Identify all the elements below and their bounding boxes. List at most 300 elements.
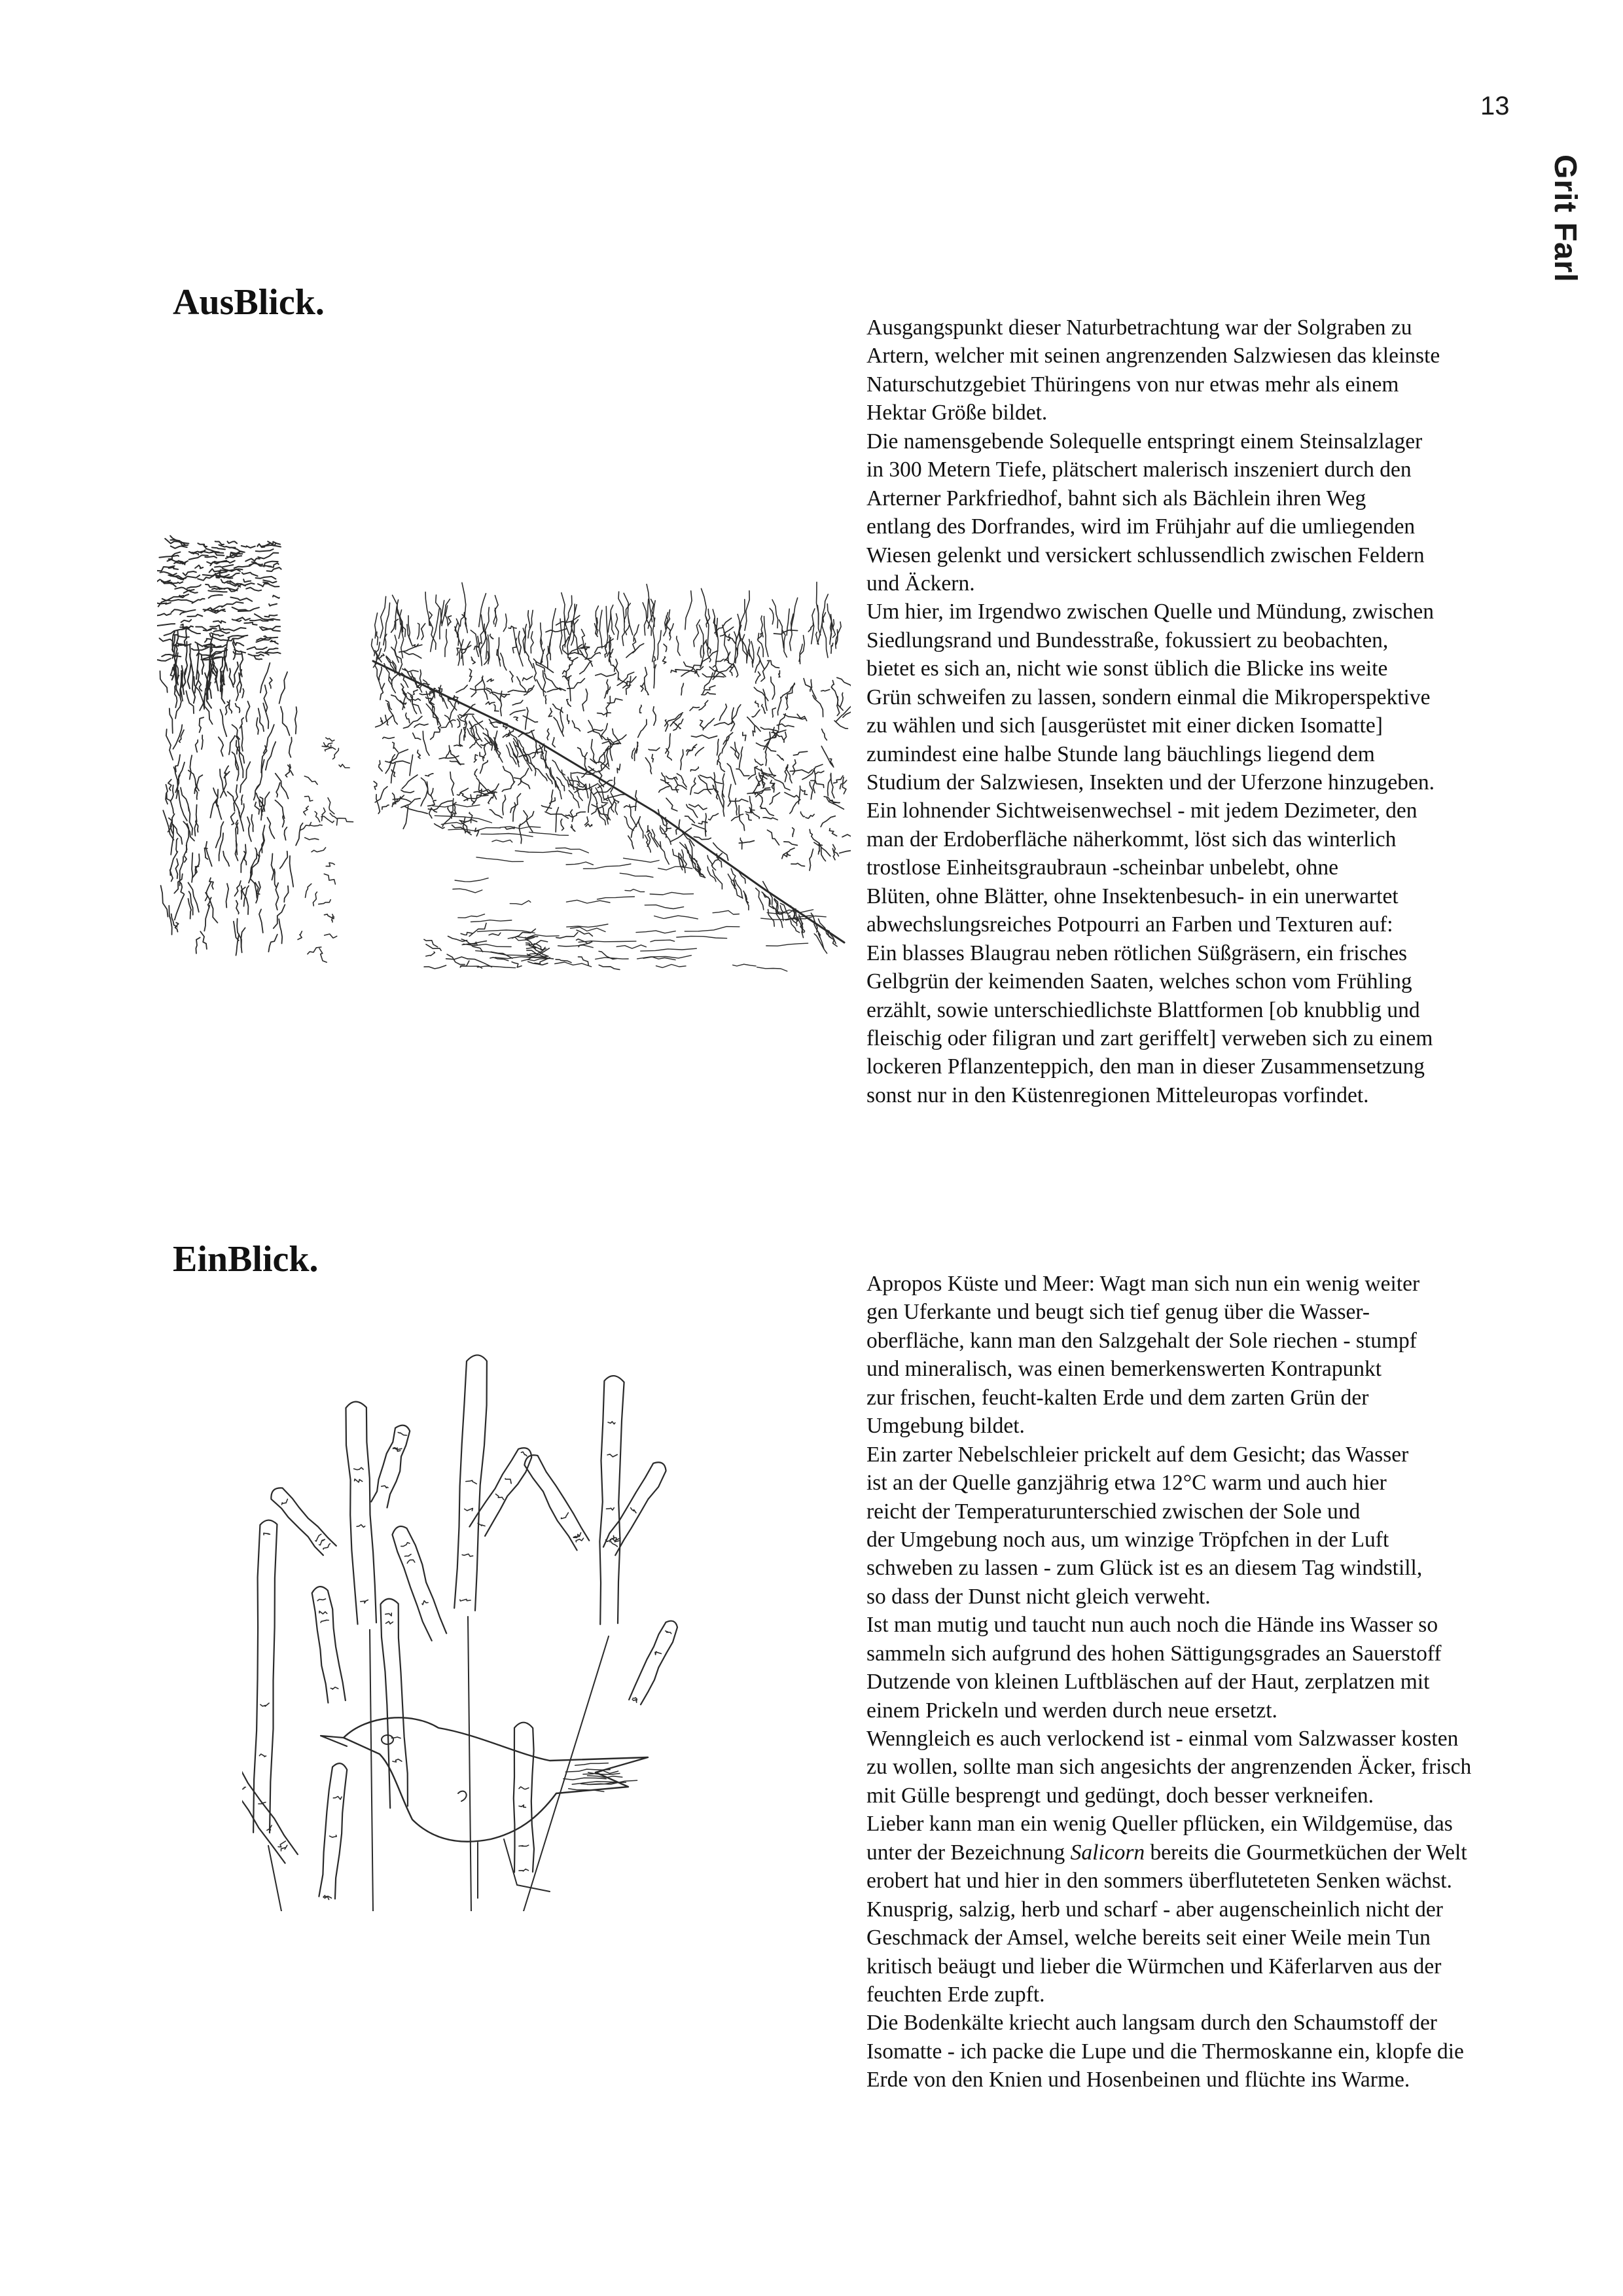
vegetation-stroke xyxy=(401,684,406,694)
grass-stroke xyxy=(241,726,243,751)
path-edge-stroke xyxy=(305,797,313,802)
tree-stroke xyxy=(245,558,260,561)
vegetation-stroke xyxy=(402,775,418,789)
vegetation-stroke xyxy=(546,646,548,668)
reed-stroke xyxy=(445,630,447,657)
path-edge-stroke xyxy=(306,884,312,897)
text-line: Artern, welcher mit seinen angrenzenden Salzwiesen das kleinste xyxy=(866,344,1440,368)
grass-stroke xyxy=(175,895,185,920)
foreground-stroke xyxy=(461,933,472,935)
vegetation-stroke xyxy=(383,737,395,738)
vegetation-stroke xyxy=(556,808,558,833)
vegetation-stroke xyxy=(804,679,816,699)
vegetation-stroke xyxy=(652,755,653,762)
segment-mark xyxy=(407,1560,415,1563)
vegetation-stroke xyxy=(772,708,776,717)
vegetation-stroke xyxy=(730,668,733,676)
tree-stroke xyxy=(269,604,277,606)
vegetation-stroke xyxy=(681,683,683,695)
foreground-stroke xyxy=(424,939,438,947)
plant-segment xyxy=(371,1426,410,1508)
vegetation-stroke xyxy=(691,735,717,738)
tree-stroke xyxy=(256,549,274,552)
tree-stroke xyxy=(273,596,279,598)
vegetation-stroke xyxy=(720,704,727,721)
vegetation-stroke xyxy=(545,696,546,704)
water-ripple xyxy=(616,945,646,948)
path-edge-stroke xyxy=(310,825,322,826)
vegetation-stroke xyxy=(563,675,571,678)
segment-mark xyxy=(333,1797,342,1800)
path-edge-stroke xyxy=(328,798,334,814)
ditch-hatch xyxy=(818,933,827,953)
text-line: trostlose Einheitsgraubraun -scheinbar unbelebt, ohne xyxy=(866,855,1338,880)
reed-stroke xyxy=(384,634,387,651)
text-line: zu wollen, sollte man sich angesichts der angrenzenden Äcker, frisch xyxy=(866,1755,1472,1780)
bird-and-plant-sketch-icon xyxy=(242,1335,753,1911)
segment-mark xyxy=(260,1703,269,1706)
water-ripple xyxy=(685,927,740,931)
text-line: Knusprig, salzig, herb und scharf - aber augenscheinlich nicht der xyxy=(866,1897,1443,1922)
text-fragment: unter der Bezeichnung xyxy=(866,1840,1071,1865)
tree-stroke xyxy=(256,577,276,579)
path-edge-stroke xyxy=(305,838,319,840)
foreground-stroke xyxy=(489,933,501,935)
vegetation-stroke xyxy=(822,729,827,740)
water-ripple xyxy=(571,927,606,932)
reed-stroke xyxy=(716,619,719,662)
vegetation-stroke xyxy=(779,714,786,730)
reed-stroke xyxy=(531,632,533,653)
foreground-stroke xyxy=(469,924,486,937)
path-edge-stroke xyxy=(304,776,317,785)
vegetation-stroke xyxy=(756,672,760,683)
text-line: lockeren Pflanzenteppich, den man in dieser Zusammensetzung xyxy=(866,1054,1425,1079)
segment-mark xyxy=(330,1835,337,1837)
segment-mark xyxy=(319,1539,325,1545)
text-line: einem Prickeln und werden durch neue ersetzt. xyxy=(866,1698,1277,1723)
text-line: zumindest eine halbe Stunde lang bäuchlings liegend dem xyxy=(866,742,1375,766)
grass-stroke xyxy=(166,729,173,760)
segment-mark xyxy=(655,1651,661,1655)
text-line: abwechslungsreiches Potpourri an Farben und Texturen auf: xyxy=(866,912,1393,937)
text-line: feuchten Erde zupft. xyxy=(866,1982,1045,2007)
tree-stroke xyxy=(264,636,271,638)
grass-stroke xyxy=(235,881,241,896)
reed-stroke xyxy=(503,614,507,632)
vegetation-stroke xyxy=(681,749,683,770)
vegetation-stroke xyxy=(727,764,736,785)
ditch-hatch xyxy=(713,870,722,889)
vegetation-stroke xyxy=(517,677,526,691)
path-edge-stroke xyxy=(298,931,302,940)
text-line: Arterner Parkfriedhof, bahnt sich als Bächlein ihren Weg xyxy=(866,486,1366,511)
plant-stem xyxy=(268,1617,609,1911)
reed-stroke xyxy=(669,624,673,640)
vegetation-stroke xyxy=(718,761,724,772)
vegetation-stroke xyxy=(636,742,637,753)
tree-stroke xyxy=(228,636,247,637)
segment-mark xyxy=(355,1479,363,1482)
vegetation-stroke xyxy=(423,731,429,755)
text-line: Gelbgrün der keimenden Saaten, welches schon vom Frühling xyxy=(866,969,1412,994)
vegetation-stroke xyxy=(671,670,679,673)
text-line: Die namensgebende Solequelle entspringt einem Steinsalzlager xyxy=(866,429,1423,454)
trunk-stroke xyxy=(234,662,238,685)
reed-stroke xyxy=(486,607,490,639)
tree-stroke xyxy=(187,585,201,588)
ditch-hatch xyxy=(552,761,565,776)
water-ripple xyxy=(641,948,697,951)
vegetation-stroke xyxy=(696,747,704,756)
segment-mark xyxy=(521,1452,527,1456)
vegetation-stroke xyxy=(699,700,708,710)
vegetation-stroke xyxy=(410,755,413,776)
tree-stroke xyxy=(175,588,194,591)
text-line: Ausgangspunkt dieser Naturbetrachtung war der Solgraben zu xyxy=(866,315,1412,340)
text-line: oberfläche, kann man den Salzgehalt der Sole riechen - stumpf xyxy=(866,1328,1417,1353)
bird-beak xyxy=(321,1736,347,1746)
text-line: Grün schweifen zu lassen, sondern einmal die Mikroperspektive xyxy=(866,685,1431,709)
grass-stroke xyxy=(181,787,189,810)
vegetation-stroke xyxy=(502,781,514,791)
path-edge-stroke xyxy=(315,812,320,822)
grass-stroke xyxy=(236,901,239,914)
segment-mark xyxy=(465,1509,473,1511)
segment-mark xyxy=(519,1787,529,1789)
vegetation-stroke xyxy=(393,742,398,752)
vegetation-stroke xyxy=(641,683,645,691)
tree-stroke xyxy=(209,595,223,598)
segment-mark xyxy=(496,1494,504,1500)
vegetation-stroke xyxy=(413,690,418,694)
foreground-stroke xyxy=(512,962,522,967)
text-line: Ist man mutig und taucht nun auch noch die Hände ins Wasser so xyxy=(866,1613,1438,1638)
water-ripple xyxy=(476,857,524,862)
vegetation-stroke xyxy=(762,704,766,713)
foreground-stroke xyxy=(448,936,467,941)
vegetation-stroke xyxy=(755,660,760,672)
reed-stroke xyxy=(749,649,753,667)
water-ripple xyxy=(492,840,512,842)
ditch-hatch xyxy=(384,664,392,686)
ditch-hatch xyxy=(614,801,617,814)
grass-stroke xyxy=(160,671,168,692)
segment-mark xyxy=(393,1759,402,1762)
vegetation-stroke xyxy=(490,810,502,818)
section-heading-einblick: EinBlick. xyxy=(173,1239,319,1280)
segment-mark xyxy=(317,1599,325,1601)
vegetation-stroke xyxy=(488,793,495,804)
vegetation-stroke xyxy=(728,785,731,806)
foreground-stroke xyxy=(426,952,435,956)
vegetation-stroke xyxy=(474,769,477,777)
vegetation-stroke xyxy=(784,732,787,743)
text-line: erzählt, sowie unterschiedlichste Blattformen [ob knubblig und xyxy=(866,997,1420,1022)
tree-stroke xyxy=(198,543,207,547)
vegetation-stroke xyxy=(450,761,465,764)
tree-stroke xyxy=(215,565,233,567)
segment-mark xyxy=(562,1513,569,1518)
vegetation-stroke xyxy=(469,669,472,681)
path-edge-stroke xyxy=(326,738,334,741)
vegetation-stroke xyxy=(698,776,711,793)
vegetation-stroke xyxy=(480,761,488,774)
segment-mark xyxy=(315,1534,321,1541)
grass-stroke xyxy=(186,691,194,713)
vegetation-stroke xyxy=(709,814,719,820)
plant-segment xyxy=(271,1488,336,1555)
vegetation-stroke xyxy=(402,669,418,672)
vegetation-stroke xyxy=(840,845,851,853)
vegetation-stroke xyxy=(503,734,508,737)
segment-mark xyxy=(607,1508,615,1511)
vegetation-stroke xyxy=(544,746,546,761)
vegetation-stroke xyxy=(596,673,616,677)
tree-stroke xyxy=(189,550,205,554)
vegetation-stroke xyxy=(813,695,823,717)
tree-stroke xyxy=(264,615,277,617)
grass-stroke xyxy=(279,672,288,704)
reed-stroke xyxy=(699,625,704,654)
vegetation-stroke xyxy=(531,731,538,754)
text-line: Naturschutzgebiet Thüringens von nur etwas mehr als einem xyxy=(866,372,1399,397)
vegetation-stroke xyxy=(739,806,744,831)
path-edge-stroke xyxy=(319,900,331,905)
grass-stroke xyxy=(274,869,276,887)
segment-mark xyxy=(385,1613,392,1616)
vegetation-stroke xyxy=(784,842,798,846)
grass-stroke xyxy=(200,931,207,949)
grass-stroke xyxy=(196,854,200,874)
text-line: fleischig oder filigran und zart geriffelt] verweben sich zu einem xyxy=(866,1026,1433,1050)
grass-stroke xyxy=(295,707,297,734)
vegetation-stroke xyxy=(389,749,408,762)
vegetation-stroke xyxy=(486,702,495,704)
tree-stroke xyxy=(195,565,203,569)
plant-segment xyxy=(393,1526,447,1641)
vegetation-stroke xyxy=(659,787,669,793)
text-line: ist an der Quelle ganzjährig etwa 12°C warm und auch hier xyxy=(866,1471,1387,1496)
plant-segment xyxy=(599,1376,624,1624)
vegetation-stroke xyxy=(385,761,410,764)
vegetation-stroke xyxy=(763,689,767,710)
path-edge-stroke xyxy=(333,748,339,759)
segment-mark xyxy=(382,1486,388,1488)
grass-stroke xyxy=(168,780,171,791)
vegetation-stroke xyxy=(700,720,704,730)
grass-stroke xyxy=(268,817,275,838)
vegetation-stroke xyxy=(605,647,607,657)
segment-mark xyxy=(259,1754,266,1757)
path-edge-stroke xyxy=(326,863,334,866)
reed-stroke xyxy=(599,610,602,648)
vegetation-stroke xyxy=(690,707,699,710)
grass-stroke xyxy=(236,704,240,713)
text-line: mit Gülle besprengt und gedüngt, doch besser verkneifen. xyxy=(866,1783,1374,1808)
reed-stroke xyxy=(787,609,789,635)
water-ripple xyxy=(766,943,808,946)
segment-mark xyxy=(462,1554,473,1556)
grass-stroke xyxy=(255,802,259,814)
tree-stroke xyxy=(266,649,278,653)
vegetation-stroke xyxy=(728,634,730,641)
vegetation-stroke xyxy=(821,690,830,691)
water-ripple xyxy=(651,940,675,942)
text-line: Die Bodenkälte kriecht auch langsam durch den Schaumstoff der xyxy=(866,2011,1437,2036)
text-line: Geschmack der Amsel, welche bereits seit einer Weile mein Tun xyxy=(866,1926,1431,1950)
vegetation-stroke xyxy=(746,814,751,820)
vegetation-stroke xyxy=(645,758,651,774)
vegetation-stroke xyxy=(571,825,575,831)
grass-stroke xyxy=(196,740,198,753)
grass-stroke xyxy=(257,718,259,734)
segment-mark xyxy=(576,1538,583,1542)
grass-stroke xyxy=(284,886,288,903)
segment-mark xyxy=(632,1699,637,1702)
vegetation-stroke xyxy=(568,655,573,662)
vegetation-stroke xyxy=(546,629,566,632)
trunk-stroke xyxy=(202,655,204,674)
path-edge-stroke xyxy=(321,816,334,823)
grass-stroke xyxy=(169,906,171,935)
path-edge-stroke xyxy=(336,818,353,822)
bird-plant-drawing xyxy=(242,1335,753,1911)
vegetation-stroke xyxy=(387,704,397,725)
tree-stroke xyxy=(262,626,280,629)
tree-stroke xyxy=(243,579,251,582)
section-heading-ausblick: AusBlick. xyxy=(173,282,325,323)
text-line: Siedlungsrand und Bundesstraße, fokussiert zu beobachten, xyxy=(866,628,1389,653)
segment-mark xyxy=(330,1687,338,1689)
vegetation-stroke xyxy=(783,714,805,719)
vegetation-stroke xyxy=(523,716,537,723)
tree-stroke xyxy=(258,553,278,559)
text-line: man der Erdoberfläche näherkommt, löst sich das winterlich xyxy=(866,827,1397,852)
water-ripple xyxy=(455,878,488,882)
vegetation-stroke xyxy=(753,726,755,736)
tree-stroke xyxy=(157,566,175,571)
grass-stroke xyxy=(281,707,290,736)
reed-stroke xyxy=(836,622,842,645)
path-edge-stroke xyxy=(330,814,337,825)
vegetation-stroke xyxy=(379,761,382,771)
vegetation-stroke xyxy=(406,713,410,723)
vegetation-stroke xyxy=(441,720,455,728)
vegetation-stroke xyxy=(471,795,474,804)
text-line: Wenngleich es auch verlockend ist - einmal vom Salzwasser kosten xyxy=(866,1727,1459,1751)
water-ripple xyxy=(515,851,572,854)
water-ripple xyxy=(555,962,592,967)
plant-segment xyxy=(346,1402,376,1624)
vegetation-stroke xyxy=(717,740,719,755)
reed-stroke xyxy=(833,620,836,637)
tree-stroke xyxy=(230,598,252,601)
vegetation-stroke xyxy=(740,747,743,768)
plant-segment xyxy=(454,1355,487,1610)
vegetation-stroke xyxy=(554,717,563,736)
vegetation-stroke xyxy=(793,760,796,775)
vegetation-stroke xyxy=(617,764,620,773)
vegetation-stroke xyxy=(547,729,549,740)
vegetation-stroke xyxy=(666,776,677,780)
vegetation-stroke xyxy=(457,648,459,655)
vegetation-stroke xyxy=(755,701,758,707)
segment-mark xyxy=(519,1869,529,1871)
vegetation-stroke xyxy=(725,660,734,667)
tree-stroke xyxy=(212,588,225,590)
tree-stroke xyxy=(214,630,230,633)
author-name: Grit Farl xyxy=(1548,154,1582,283)
vegetation-stroke xyxy=(471,689,490,692)
vegetation-stroke xyxy=(638,719,647,737)
reed-stroke xyxy=(626,618,630,634)
water-ripple xyxy=(458,914,485,918)
grass-stroke xyxy=(166,785,168,804)
tree-stroke xyxy=(212,548,225,550)
grass-stroke xyxy=(170,785,173,802)
vegetation-stroke xyxy=(704,719,715,729)
vegetation-stroke xyxy=(470,739,480,748)
reed-stroke xyxy=(685,591,692,630)
vegetation-stroke xyxy=(828,773,831,796)
vegetation-stroke xyxy=(760,727,777,730)
text-line: Ein lohnender Sichtweisenwechsel - mit jedem Dezimeter, den xyxy=(866,798,1418,823)
vegetation-stroke xyxy=(698,821,707,824)
segment-mark xyxy=(281,1845,287,1851)
tree-stroke xyxy=(157,658,171,661)
tree-stroke xyxy=(246,588,261,591)
text-line: Um hier, im Irgendwo zwischen Quelle und Mündung, zwischen xyxy=(866,600,1434,624)
grass-stroke xyxy=(236,673,240,700)
vegetation-stroke xyxy=(523,676,533,681)
section-text-ausblick xyxy=(866,314,1547,1109)
bird-tail-feather xyxy=(575,1763,609,1766)
path-edge-stroke xyxy=(312,848,326,852)
text-line: erobert hat und hier in den sommers überfluteteten Senken wächst. xyxy=(866,1869,1452,1893)
grass-stroke xyxy=(244,852,247,865)
reed-stroke xyxy=(822,617,828,657)
grass-stroke xyxy=(259,909,263,933)
vegetation-stroke xyxy=(743,732,746,741)
segment-mark xyxy=(401,1543,410,1547)
landscape-drawing xyxy=(157,524,851,982)
vegetation-stroke xyxy=(831,643,833,654)
grass-stroke xyxy=(259,708,264,731)
vegetation-stroke xyxy=(552,738,555,747)
vegetation-stroke xyxy=(797,714,807,721)
tree-stroke xyxy=(224,628,246,631)
vegetation-stroke xyxy=(815,771,824,774)
vegetation-stroke xyxy=(760,797,763,807)
vegetation-stroke xyxy=(810,782,813,800)
vegetation-stroke xyxy=(770,793,779,804)
vegetation-stroke xyxy=(798,786,800,804)
vegetation-stroke xyxy=(573,812,585,817)
vegetation-stroke xyxy=(754,687,768,700)
vegetation-stroke xyxy=(510,710,525,715)
water-ripple xyxy=(567,900,611,903)
vegetation-stroke xyxy=(713,659,724,667)
reed-stroke xyxy=(395,635,399,662)
grass-stroke xyxy=(246,702,250,722)
vegetation-stroke xyxy=(391,695,405,708)
reed-stroke xyxy=(677,636,681,655)
vegetation-stroke xyxy=(843,708,851,717)
ditch-hatch xyxy=(375,665,382,689)
reed-stroke xyxy=(375,642,380,664)
reed-stroke xyxy=(741,639,747,663)
